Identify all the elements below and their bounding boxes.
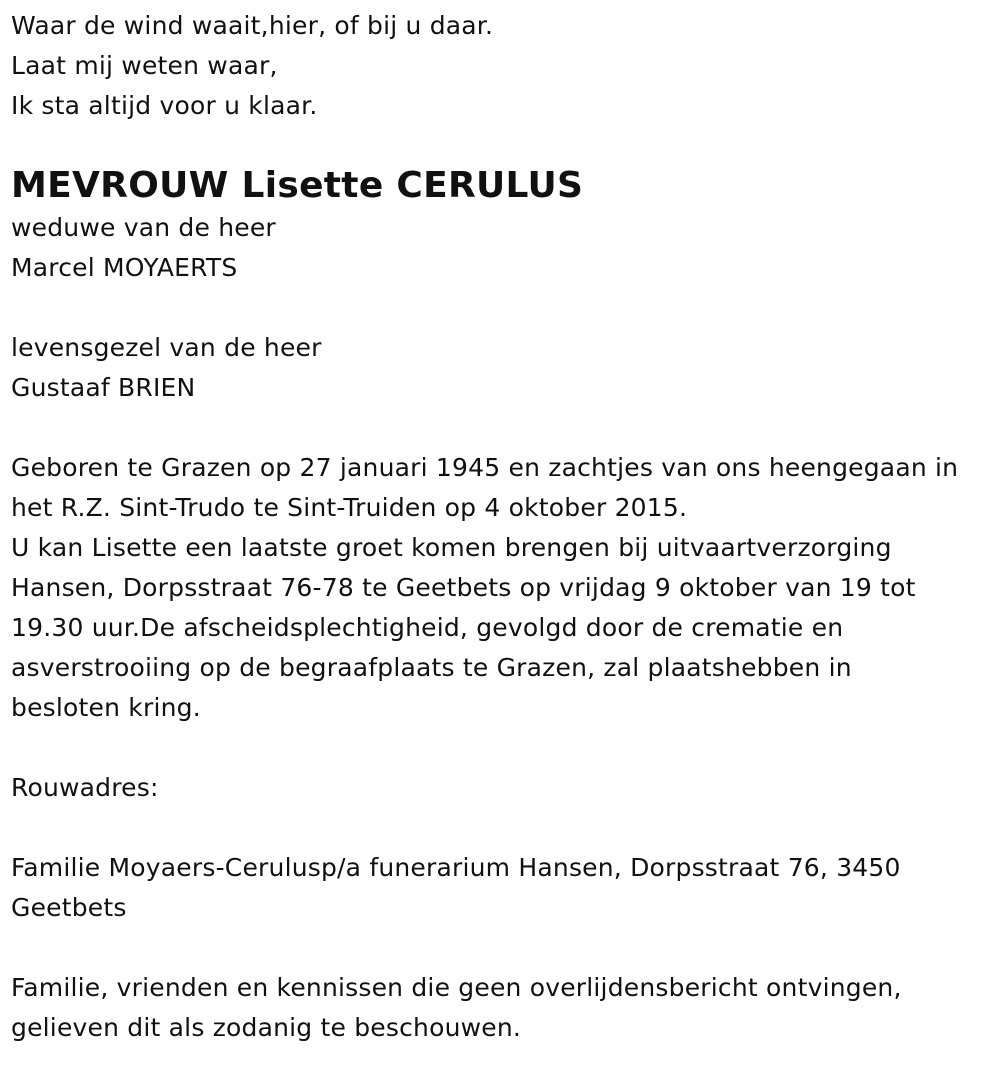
address-line: Familie Moyaers-Cerulusp/a funerarium Hansen, Dorpsstraat 76, 3450 xyxy=(11,853,901,882)
body-line: Geboren te Grazen op 27 januari 1945 en zachtjes van ons heengegaan in xyxy=(11,453,959,482)
address-label-block xyxy=(11,768,1000,808)
partner-relation: levensgezel van de heer xyxy=(11,333,322,362)
body-line: besloten kring. xyxy=(11,693,201,722)
partner-info xyxy=(11,328,1000,408)
closing-line: Familie, vrienden en kennissen die geen overlijdensbericht ontvingen, xyxy=(11,973,902,1002)
mourning-address xyxy=(11,848,1000,928)
body-line: U kan Lisette een laatste groet komen brengen bij uitvaartverzorging xyxy=(11,533,892,562)
poem-line: Ik sta altijd voor u klaar. xyxy=(11,91,318,120)
spouse-info xyxy=(11,208,1000,288)
spouse-name: Marcel MOYAERTS xyxy=(11,253,238,282)
deceased-name-title: MEVROUW Lisette CERULUS xyxy=(11,165,584,206)
address-label: Rouwadres: xyxy=(11,773,159,802)
address-line: Geetbets xyxy=(11,893,127,922)
body-line: Hansen, Dorpsstraat 76-78 te Geetbets op vrijdag 9 oktober van 19 tot xyxy=(11,573,916,602)
body-line: 19.30 uur.De afscheidsplechtigheid, gevolgd door de crematie en xyxy=(11,613,844,642)
poem-line: Laat mij weten waar, xyxy=(11,51,278,80)
closing-line: gelieven dit als zodanig te beschouwen. xyxy=(11,1013,522,1042)
body-line: asverstrooiing op de begraafplaats te Grazen, zal plaatshebben in xyxy=(11,653,852,682)
body-line: het R.Z. Sint-Trudo te Sint-Truiden op 4 oktober 2015. xyxy=(11,493,688,522)
announcement-body xyxy=(11,448,1000,728)
poem xyxy=(11,6,1000,126)
closing-note xyxy=(11,968,1000,1048)
spouse-relation: weduwe van de heer xyxy=(11,213,276,242)
poem-line: Waar de wind waait,hier, of bij u daar. xyxy=(11,11,494,40)
partner-name: Gustaaf BRIEN xyxy=(11,373,196,402)
